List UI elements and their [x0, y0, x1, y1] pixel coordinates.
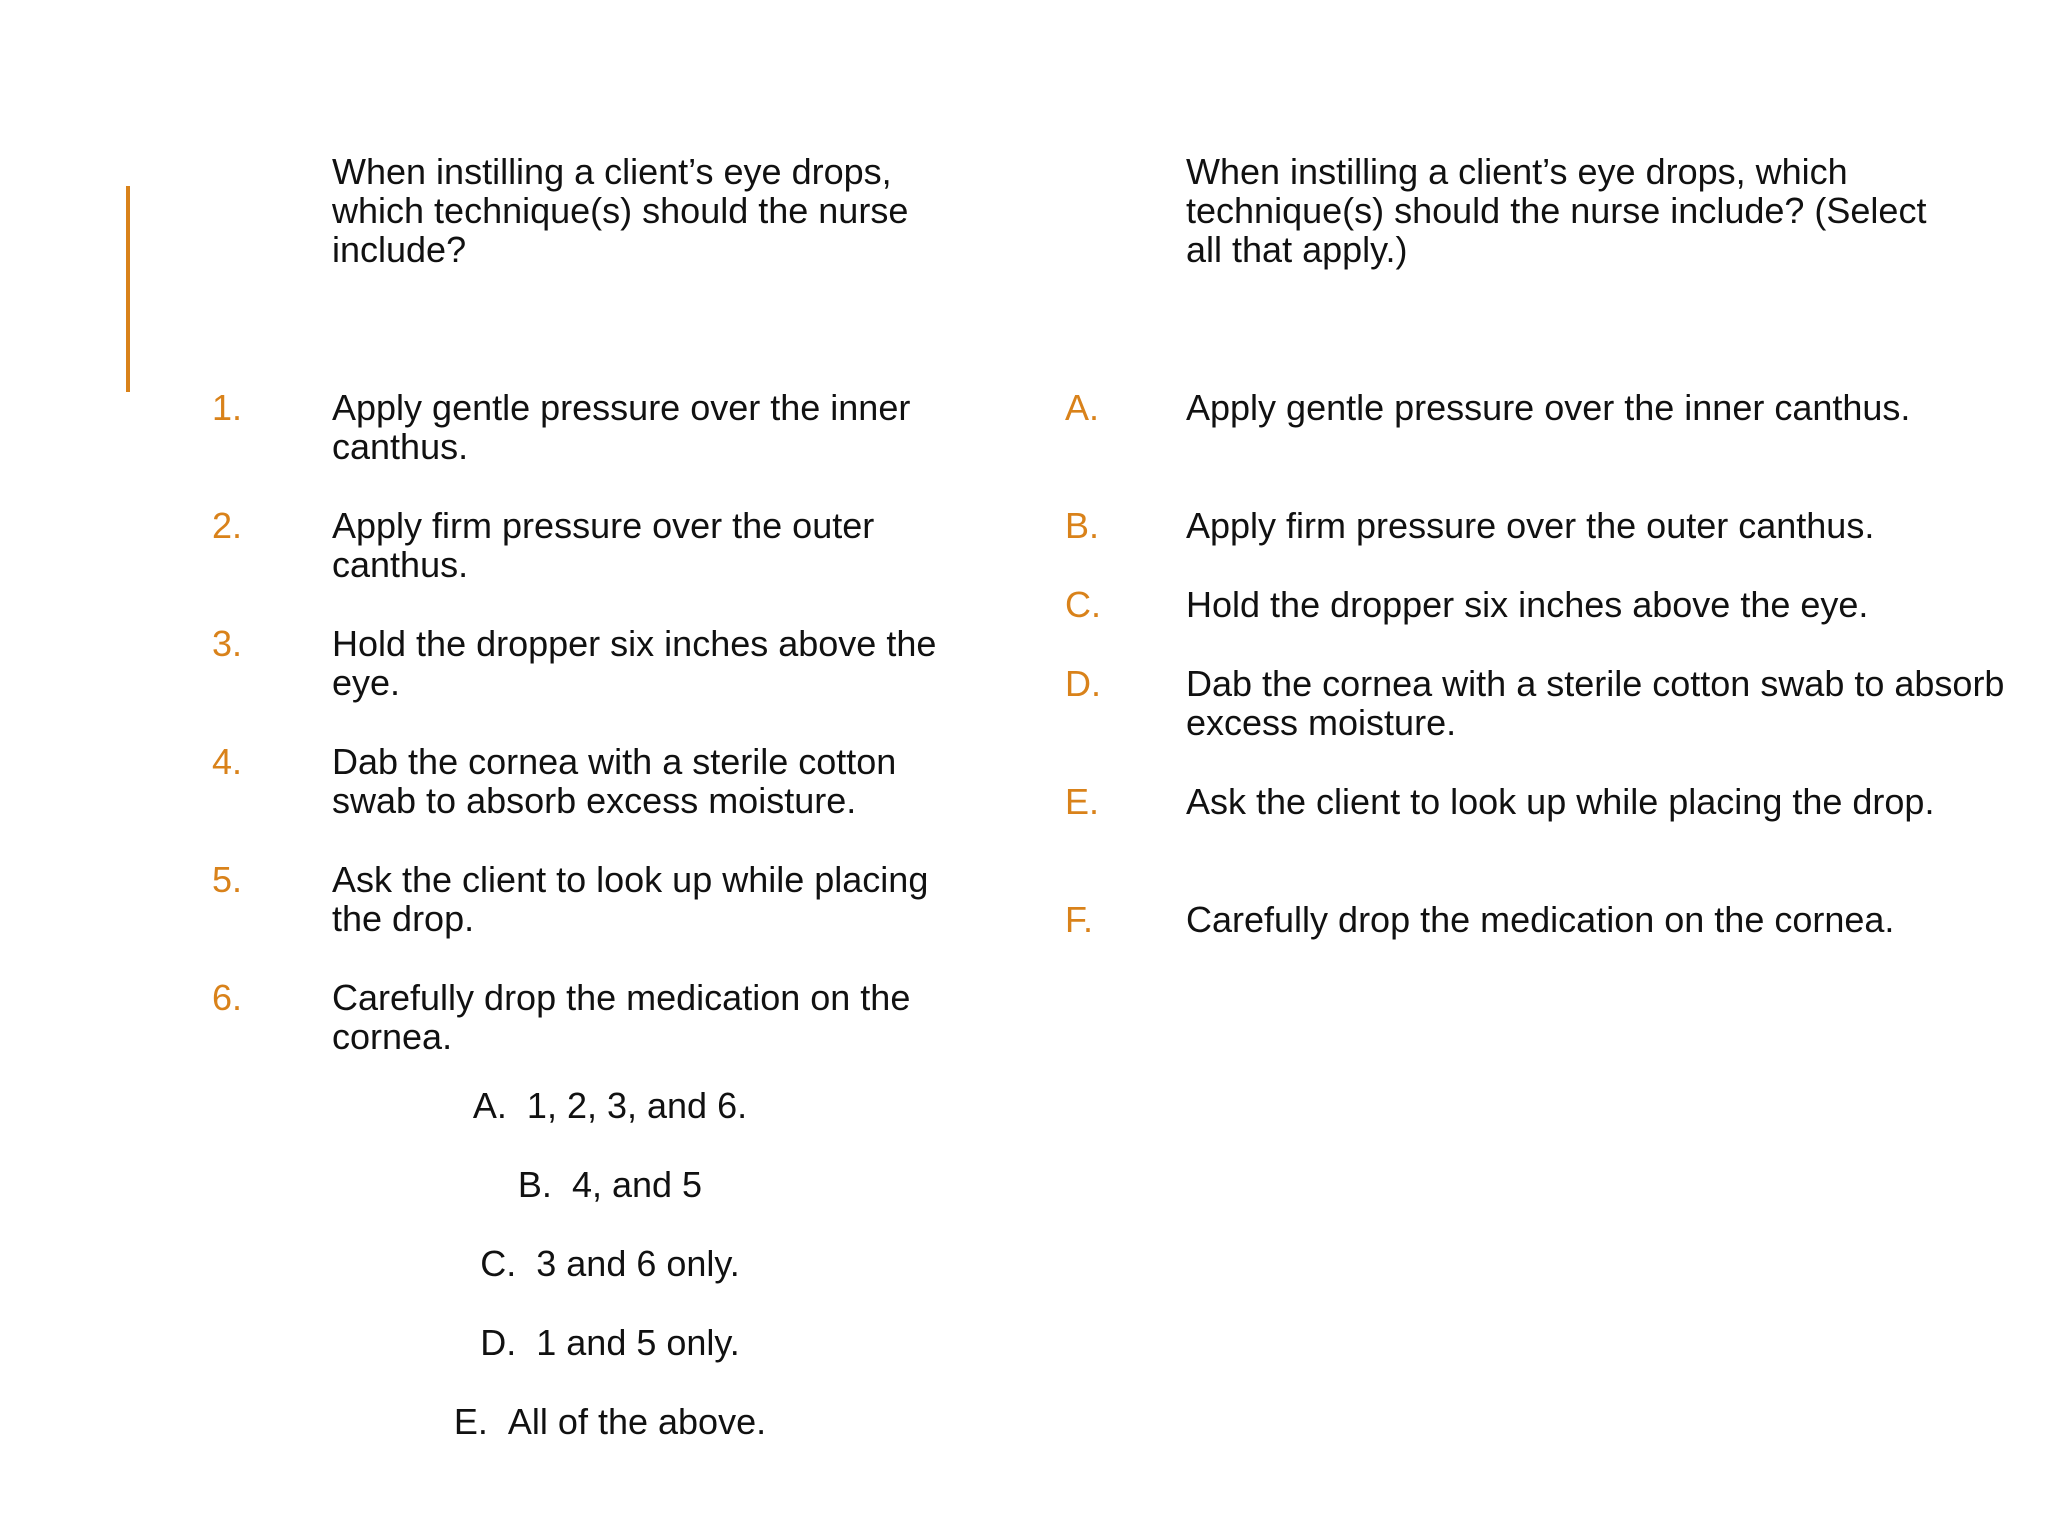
option-number: 6. [212, 977, 243, 1018]
left-options-list [212, 388, 992, 1068]
option-letter: D. [1065, 663, 1101, 704]
option-text: Hold the dropper six inches above the eye. [332, 623, 937, 703]
option-text: Carefully drop the medication on the cornea. [332, 977, 911, 1057]
option-letter: E. [1065, 781, 1100, 822]
option-text: Apply firm pressure over the outer canthus. [1186, 505, 1875, 546]
option-text: Dab the cornea with a sterile cotton swab to absorb excess moisture. [1186, 663, 2005, 743]
option-text: Ask the client to look up while placing the drop. [1186, 781, 1935, 822]
option-letter: C. [1065, 584, 1101, 625]
option-text: Apply firm pressure over the outer canthus. [332, 505, 875, 585]
answer-letter: B. [517, 1164, 552, 1205]
answer-letter: D. [480, 1322, 517, 1363]
option-number: 1. [212, 387, 243, 428]
answer-letter: E. [453, 1401, 488, 1442]
option-text: Ask the client to look up while placing the drop. [332, 859, 929, 939]
option-text: Dab the cornea with a sterile cotton swab to absorb excess moisture. [332, 741, 897, 821]
option-number: 2. [212, 505, 243, 546]
option-text: Carefully drop the medication on the cornea. [1186, 899, 1895, 940]
answer-text: 1, 2, 3, and 6. [526, 1085, 748, 1126]
answer-choice-a [400, 1086, 820, 1125]
option-number: 5. [212, 859, 243, 900]
answer-choices-list [400, 1086, 820, 1446]
answer-choice-b [400, 1165, 820, 1204]
option-text: Apply gentle pressure over the inner canthus. [1186, 387, 1911, 428]
option-letter: B. [1065, 505, 1100, 546]
answer-choice-d [400, 1323, 820, 1362]
answer-letter: C. [480, 1243, 517, 1284]
option-text: Hold the dropper six inches above the eye. [1186, 584, 1869, 625]
right-options-list [1065, 388, 2025, 988]
answer-text: 3 and 6 only. [536, 1243, 740, 1284]
option-number: 4. [212, 741, 243, 782]
answer-text: 1 and 5 only. [536, 1322, 740, 1363]
answer-choice-c [400, 1244, 820, 1283]
accent-bar [126, 186, 130, 392]
left-question: When instilling a client’s eye drops, which technique(s) should the nurse include? [332, 151, 909, 270]
answer-letter: A. [472, 1085, 507, 1126]
option-letter: F. [1065, 899, 1094, 940]
answer-choice-e [400, 1402, 820, 1441]
answer-text: 4, and 5 [571, 1164, 703, 1205]
option-letter: A. [1065, 387, 1100, 428]
right-question: When instilling a client’s eye drops, which technique(s) should the nurse include? (Select all that apply.) [1186, 151, 1927, 270]
option-text: Apply gentle pressure over the inner canthus. [332, 387, 911, 467]
answer-text: All of the above. [507, 1401, 767, 1442]
option-number: 3. [212, 623, 243, 664]
